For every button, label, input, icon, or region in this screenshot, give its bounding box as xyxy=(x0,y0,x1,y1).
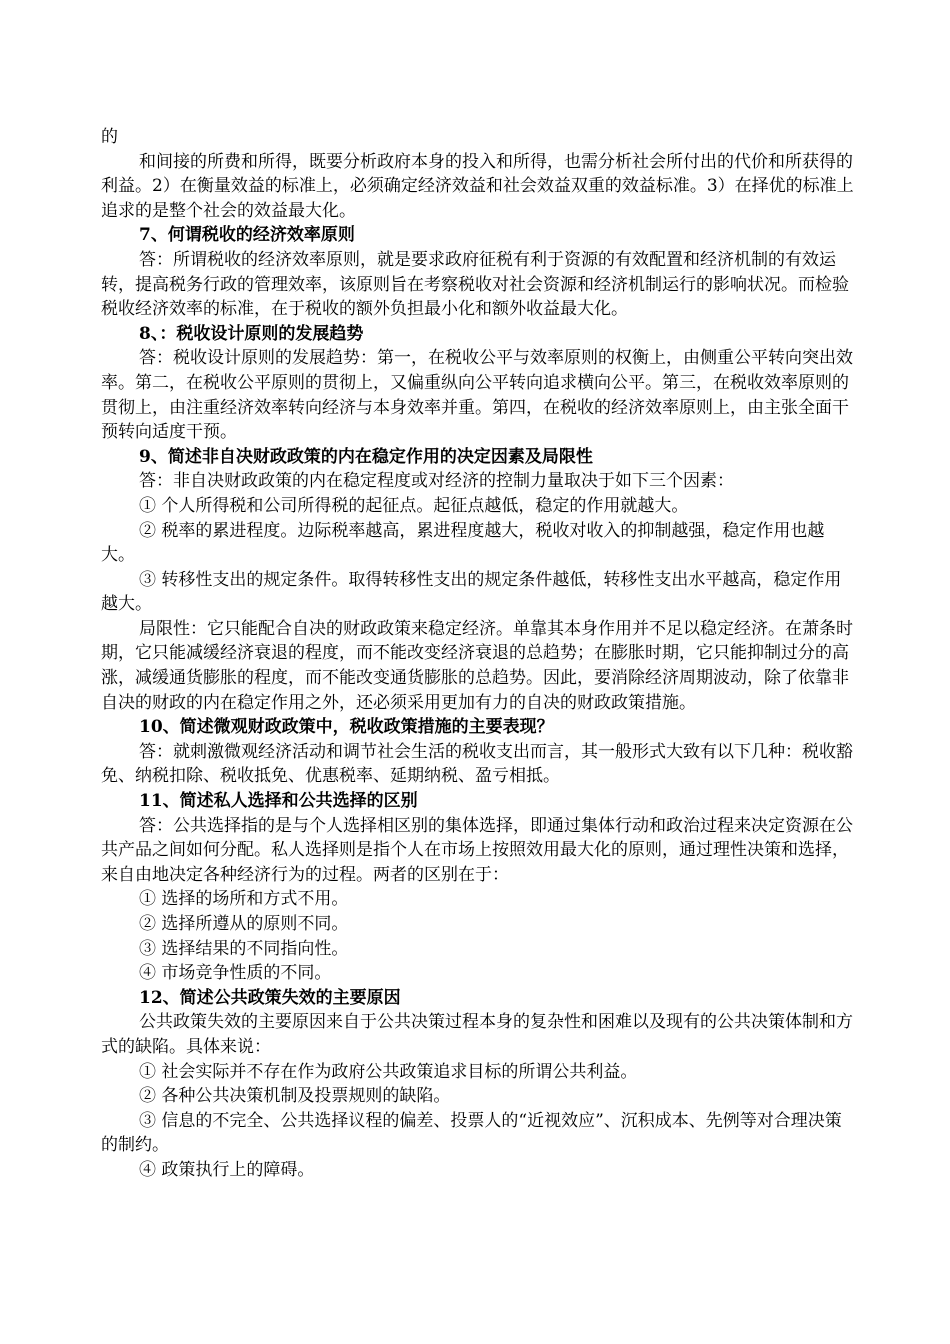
intro-paragraph: 和间接的所费和所得，既要分析政府本身的投入和所得，也需分析社会所付出的代价和所获得的利益。2）在衡量效益的标准上，必须确定经济效益和社会效益双重的效益标准。3）在择优的标准上追求的是整个社会的效益最大化。 xyxy=(101,151,854,221)
fragment-top: 的 xyxy=(101,127,118,147)
question-9-answer: 答：非自决财政政策的内在稳定程度或对经济的控制力量取决于如下三个因素： xyxy=(139,471,734,492)
question-9-limitation: 局限性：它只能配合自决的财政政策来稳定经济。单靠其本身作用并不足以稳定经济。在萧条时期，它只能减缓经济衰退的程度，而不能改变经济衰退的总趋势；在膨胀时期，它只能抑制过分的高涨，减缓通货膨胀的程度，而不能改变通货膨胀的总趋势。因此，要消除经济周期波动，除了依靠非自决的财政的内在稳定作用之外，还必须采用更加有力的自决的财政政策措施。 xyxy=(101,618,853,713)
document-page xyxy=(101,125,855,1183)
question-7-heading: 7、何谓税收的经济效率原则 xyxy=(139,225,355,246)
question-12-item: ② 各种公共决策机制及投票规则的缺陷。 xyxy=(139,1086,451,1107)
question-8-answer: 答：税收设计原则的发展趋势：第一，在税收公平与效率原则的权衡上，由侧重公平转向突出效率。第二，在税收公平原则的贯彻上，又偏重纵向公平转向追求横向公平。第三，在税收效率原则的贯彻上，由注重经济效率转向经济与本身效率并重。第四，在税收的经济效率原则上，由主张全面干预转向适度干预。 xyxy=(101,348,853,443)
question-12-item: ① 社会实际并不存在作为政府公共政策追求目标的所谓公共利益。 xyxy=(139,1061,638,1082)
question-8-heading: 8、：税收设计原则的发展趋势 xyxy=(139,323,364,344)
question-11-answer: 答：公共选择指的是与个人选择相区别的集体选择，即通过集体行动和政治过程来决定资源在公共产品之间如何分配。私人选择则是指个人在市场上按照效用最大化的原则，通过理性决策和选择，来自由地决定各种经济行为的过程。两者的区别在于： xyxy=(101,815,853,885)
question-9-heading: 9、简述非自决财政政策的内在稳定作用的决定因素及局限性 xyxy=(139,446,593,467)
question-12-heading: 12、简述公共政策失效的主要原因 xyxy=(139,987,401,1008)
question-12-item: ④ 政策执行上的障碍。 xyxy=(139,1159,315,1180)
question-12-item: ③ 信息的不完全、公共选择议程的偏差、投票人的“近视效应”、沉积成本、先例等对合理决策的制约。 xyxy=(101,1110,842,1156)
question-11-item: ① 选择的场所和方式不用。 xyxy=(139,889,349,910)
question-11-heading: 11、简述私人选择和公共选择的区别 xyxy=(139,791,418,812)
question-9-item: ① 个人所得税和公司所得税的起征点。起征点越低，稳定的作用就越大。 xyxy=(139,495,689,516)
question-11-item: ④ 市场竞争性质的不同。 xyxy=(139,963,332,984)
question-10-answer: 答：就刺激微观经济活动和调节社会生活的税收支出而言，其一般形式大致有以下几种：税收豁免、纳税扣除、税收抵免、优惠税率、延期纳税、盈亏相抵。 xyxy=(101,741,853,787)
question-11-item: ② 选择所遵从的原则不同。 xyxy=(139,914,349,934)
question-10-heading: 10、简述微观财政政策中，税收政策措施的主要表现？ xyxy=(139,717,554,738)
question-9-item: ② 税率的累进程度。边际税率越高，累进程度越大，税收对收入的抑制越强，稳定作用也越大。 xyxy=(101,520,825,566)
question-11-item: ③ 选择结果的不同指向性。 xyxy=(139,938,349,959)
question-7-answer: 答：所谓税收的经济效率原则，就是要求政府征税有利于资源的有效配置和经济机制的有效运转，提高税务行政的管理效率，该原则旨在考察税收对社会资源和经济机制运行的影响状况。而检验税收经济效率的标准，在于税收的额外负担最小化和额外收益最大化。 xyxy=(101,249,849,320)
question-12-answer: 公共政策失效的主要原因来自于公共决策过程本身的复杂性和困难以及现有的公共决策体制和方式的缺陷。具体来说： xyxy=(101,1012,853,1057)
question-9-item: ③ 转移性支出的规定条件。取得转移性支出的规定条件越低，转移性支出水平越高，稳定作用越大。 xyxy=(101,569,842,615)
